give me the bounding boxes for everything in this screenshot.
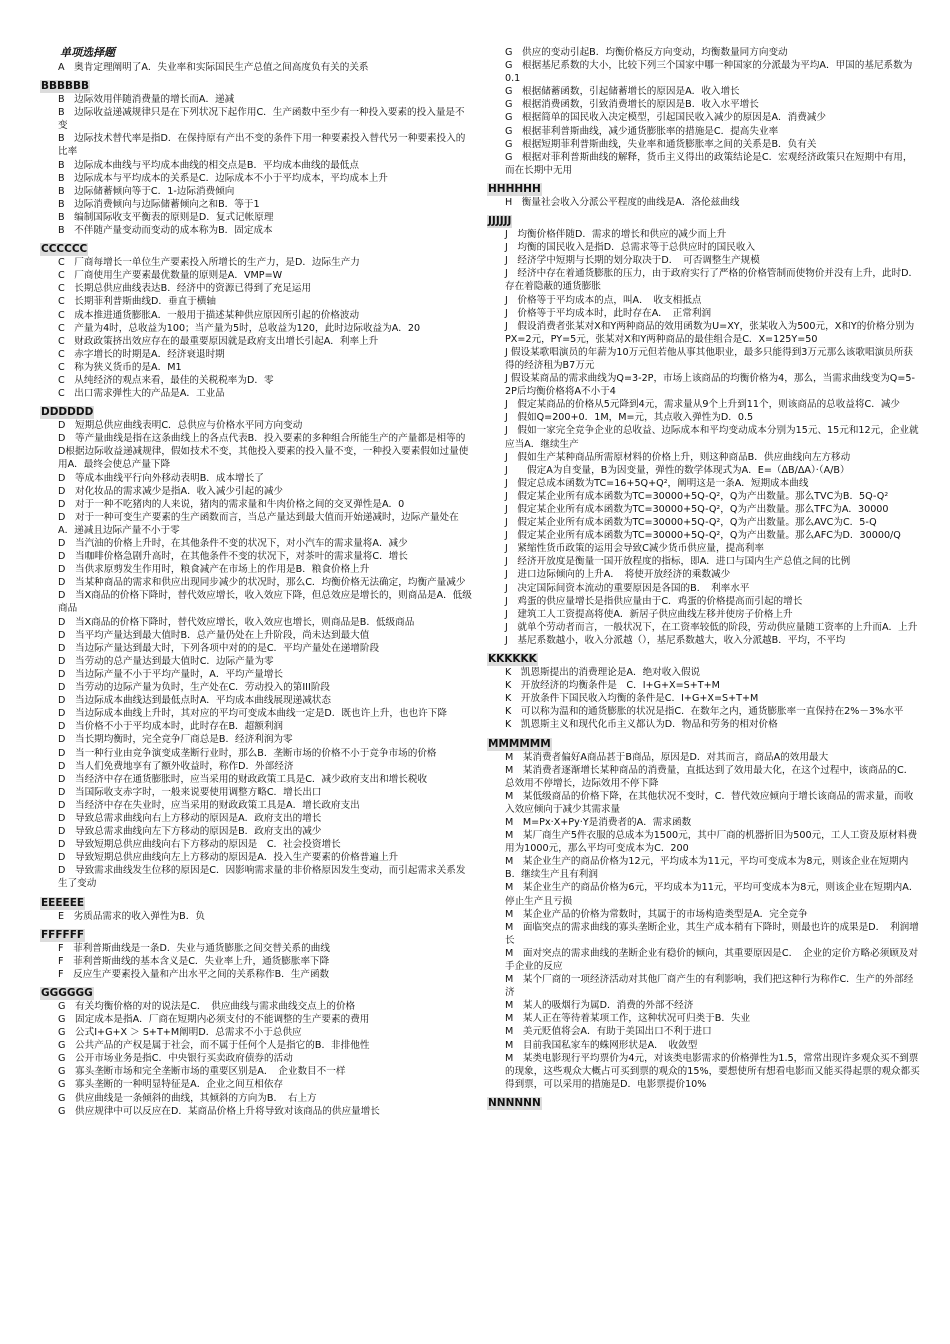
question-item: M M=Px·X+Py·Y是消费者的A．需求函数 [505, 816, 692, 828]
question-item: J 均衡价格伴随D．需求的增长和供应的减少而上升 [505, 229, 727, 241]
question-item: D 当边际产量不小于平均产量时，A．平均产量增长 [58, 668, 284, 680]
question-item: D 导致总需求曲线向右上方移动的原因是A．政府支出的增长 [58, 812, 322, 824]
question-item: G 固定成本是指A．厂商在短期内必须支付的不能调整的生产要素的费用 [58, 1014, 370, 1025]
question-item: G 根据短期菲利普斯曲线，失业率和通货膨胀率之间的关系是B．负有关 [505, 138, 817, 150]
question-item: D 导致短期总供应曲线向左上方移动的原因是A．投入生产要素的价格普遍上升 [58, 852, 399, 864]
question-item: H 衡量社会收入分派公平程度的曲线是A．洛伦兹曲线 [505, 196, 740, 208]
question-item: M 目前我国私家车的蛛网形状是A． 收敛型 [505, 1039, 698, 1051]
question-item: G 根据基尼系数的大小，比较下列三个国家中哪一种国家的分派最为平均A．甲国的基尼系数为0.1 [505, 60, 913, 85]
question-item: G 公式I+G+X ＞ S+T+M阐明D．总需求不小于总供应 [58, 1027, 302, 1039]
question-item: B 边际消费倾向与边际储蓄倾向之和B．等于1 [58, 198, 260, 210]
question-item: F 反应生产要素投入量和产出水平之间的关系称作B．生产函数 [58, 968, 330, 980]
question-item: D 当长期均衡时，完全竞争厂商总是B．经济利润为零 [58, 734, 293, 746]
question-item: D 当X商品的价格下降时，替代效应增长，收入效应下降，但总效应是增长的，则商品是A．低级商品 [58, 590, 472, 615]
question-item: D 当边际成本曲线上升时，其对应的平均可变成本曲线一定是D．既也许上升，也也许下降 [58, 708, 447, 720]
question-item: J 假定某企业所有成本函数为TC=30000+5Q-Q²，Q为产出数量。那么AFC为D．30000/Q [505, 530, 901, 542]
section-heading: 单项选择题 [60, 46, 115, 59]
question-item: J 假如一家完全竞争企业的总收益、边际成本和平均变动成本分别为15元、15元和12元，企业就应当A．继续生产 [505, 425, 919, 450]
question-item: E 劣质品需求的收入弹性为B．负 [58, 910, 205, 922]
letter-group-header [487, 177, 920, 196]
question-item: M 某低级商品的价格下降，在其他状况不变时，C．替代效应倾向于增长该商品的需求量，而收入效应倾向于减少其需求量 [505, 790, 914, 815]
question-item: A 奥肯定理阐明了A．失业率和实际国民生产总值之间高度负有关的关系 [58, 62, 369, 73]
letter-group-label: EEEEEE [41, 896, 85, 909]
question-item: M 某厂商生产5件衣服的总成本为1500元，其中厂商的机器折旧为500元，工人工资及原材料费用为1000元，那么平均可变成本为C．200 [505, 830, 918, 855]
question-item: K 可以称为温和的通货膨胀的状况是指C．在数年之内，通货膨胀率一直保持在2%－3%水平 [505, 706, 904, 718]
right-column [487, 46, 920, 1336]
question-item: D 当边际成本曲线达到最低点时A．平均成本曲线展现递减状态 [58, 695, 331, 707]
question-item: D 对于一种可变生产要素的生产函数而言，当总产量达到最大值而开始递减时，边际产量处在A．递减且边际产量不小于零 [58, 511, 459, 536]
question-item: B 编制国际收支平衡表的原则是D．复式记帐原理 [58, 211, 274, 223]
letter-group-label: FFFFFF [41, 928, 85, 941]
question-item: G 根据菲利普斯曲线，减少通货膨胀率的措施是C．提高失业率 [505, 125, 779, 137]
question-item: C 出口需求弹性大的产品是A．工业品 [58, 388, 225, 400]
question-item: M 某个厂商的一项经济活动对其他厂商产生的有利影响，我们把这种行为称作C．生产的外部经济 [505, 974, 914, 999]
question-item: M 某消费者逐渐增长某种商品的消费量，直抵达到了效用最大化，在这个过程中，该商品的C．总效用不停增长，边际效用不停下降 [505, 764, 914, 789]
question-item: C 成本推进通货膨胀A．一般用于描述某种供应原因所引起的价格波动 [58, 309, 360, 321]
question-item: M 某企业生产的商品价格为12元，平均成本为11元，平均可变成本为8元，则该企业在短期内B．继续生产且有利润 [505, 856, 909, 881]
question-item: J 经济学中短期与长期的划分取决于D． 可否调整生产规模 [505, 255, 760, 267]
question-item: M 面对突点的需求曲线的垄断企业有稳价的倾向，其重要原因是C． 企业的定价方略必须顾及对手企业的反应 [505, 947, 919, 972]
question-item: D 导致总需求曲线向左下方移动的原因是B．政府支出的减少 [58, 826, 322, 838]
question-item: D 当某种商品的需求和供应出现同步减少的状况时，那么C．均衡价格无法确定，均衡产量减少 [58, 577, 466, 589]
letter-group-label: CCCCCC [41, 243, 88, 256]
question-item: J 决定国际间资本流动的重要原因是各国的B． 利率水平 [505, 582, 750, 594]
question-item: J 假定某企业所有成本函数为TC=30000+5Q-Q²，Q为产出数量。那么AVC为C．5-Q [505, 517, 877, 529]
question-item: D 当咖啡价格急剧升高时，在其他条件不变的状况下，对茶叶的需求量将C．增长 [58, 551, 408, 563]
question-item: D 当一种行业由竞争演变成垄断行业时，那么B．垄断市场的价格不小于竞争市场的价格 [58, 747, 437, 759]
letter-group-header [487, 647, 920, 666]
question-item: D 导致短期总供应曲线向右下方移动的原因是 C．社会投资增长 [58, 839, 341, 851]
question-item: K 凯恩斯主义和现代化币主义都认为D．物品和劳务的相对价格 [505, 719, 778, 731]
question-item: D 当国际收支赤字时，一般来说要使用调整方略C．增长出口 [58, 786, 322, 798]
question-item: G 供应曲线是一条倾斜的曲线，其倾斜的方向为B． 右上方 [58, 1092, 317, 1104]
question-item: J 假设某歌唱演员的年薪为10万元但若他从事其他职业，最多只能得到3万元那么该歌唱演员所获得的经济租为B7万元 [505, 346, 913, 371]
question-item: D根据边际收益递减规律，假如技术不变，其他投入要素的投入量不变，一种投入要素假如过量使用A．最终会使总产量下降 [58, 446, 469, 471]
question-item: G 根据消费函数，引致消费增长的原因是B．收入水平增长 [505, 99, 759, 111]
question-item: B 边际技术替代率是指D．在保持原有产出不变的条件下用一种要素投入替代另一种要素投入的比率 [58, 133, 466, 158]
question-item: C 长期菲利普斯曲线D．垂直于横轴 [58, 296, 216, 308]
question-item: D 对化妆品的需求减少是指A．收入减少引起的减少 [58, 485, 284, 497]
question-item: C 长期总供应曲线表达B．经济中的资源已得到了充足运用 [58, 283, 312, 295]
letter-group-header [487, 732, 920, 751]
question-item: D 对于一种不吃猪肉的人来说，猪肉的需求量和牛肉价格之间的交叉弹性是A．0 [58, 498, 405, 510]
question-item: G 供应的变动引起B．均衡价格反方向变动，均衡数量同方向变动 [505, 47, 788, 58]
question-item: D 当劳动的总产量达到最大值时C．边际产量为零 [58, 655, 274, 667]
question-item: F 菲利普斯曲线是一条D．失业与通货膨胀之间交替关系的曲线 [58, 942, 330, 954]
question-item: C 厂商使用生产要素最优数量的原则是A．VMP=W [58, 270, 283, 282]
letter-group-header [40, 74, 473, 93]
question-item: G 寡头垄断市场和完全垄断市场的重要区别是A． 企业数目不一样 [58, 1066, 346, 1078]
letter-group-header [40, 400, 473, 419]
question-item: G 寡头垄断的一种明显特征是A．企业之间互相依存 [58, 1079, 284, 1091]
question-item: G 根据简单的国民收入决定模型，引起国民收入减少的原因是A．消费减少 [505, 112, 826, 124]
question-item: M 美元贬值将会A．有助于美国出口不利于进口 [505, 1026, 712, 1038]
question-item: J 建筑工人工资提高将使A．新居子供应曲线左移并使房子价格上升 [505, 608, 793, 620]
letter-group-label: DDDDDD [41, 406, 94, 419]
question-item: J 假如生产某种商品所需原材料的价格上升，则这种商品B．供应曲线向左方移动 [505, 451, 851, 463]
question-item: D 当价格不小于平均成本时，此时存在B．超额利润 [58, 721, 284, 733]
question-item: B 边际成本与平均成本的关系是C．边际成本不小于平均成本，平均成本上升 [58, 172, 388, 184]
letter-group-header [40, 237, 473, 256]
question-item: D 当经济中存在通货膨胀时，应当采用的财政政策工具是C．减少政府支出和增长税收 [58, 773, 428, 785]
question-item: D 当供求原剪发生作用时，粮食减产在市场上的作用是B．粮食价格上升 [58, 564, 370, 576]
question-item: D 等成本曲线平行向外移动表明B．成本增长了 [58, 472, 264, 484]
question-item: D 短期总供应曲线表明C．总供应与价格水平同方向变动 [58, 420, 303, 432]
question-item: J 进口边际倾向的上升A． 将使开放经济的乘数减少 [505, 569, 731, 581]
question-item: D 当劳动的边际产量为负时，生产处在C．劳动投入的第III阶段 [58, 682, 331, 694]
letter-group-header [40, 923, 473, 942]
left-column [40, 46, 473, 1336]
question-item: K 开放经济的均衡条件是 C．I+G+X=S+T+M [505, 680, 720, 692]
question-item: B 边际效用伴随消费量的增长而A．递减 [58, 94, 235, 106]
question-item: C 产量为4时，总收益为100；当产量为5时，总收益为120，此时边际收益为A．20 [58, 322, 421, 334]
question-item: J 假定某企业所有成本函数为TC=30000+5Q-Q²，Q为产出数量。那么TFC为A．30000 [505, 504, 889, 515]
question-item: G 根据储蓄函数，引起储蓄增长的原因是A．收入增长 [505, 86, 740, 98]
letter-group-label: HHHHHH [488, 182, 541, 195]
question-item: G 公开市场业务是指C．中央银行买卖政府债券的活动 [58, 1053, 293, 1065]
letter-group-label: KKKKKK [488, 653, 537, 666]
question-item: D 当汽油的价格上升时，在其他条件不变的状况下，对小汽车的需求量将A．减少 [58, 538, 408, 549]
question-item: C 财政政策挤出效应存在的最重要原因就是政府支出增长引起A．利率上升 [58, 335, 379, 347]
question-item: M 某人的吸烟行为属D．消费的外部不经济 [505, 1000, 694, 1012]
question-item: D 当人们免费地享有了额外收益时，称作D．外部经济 [58, 760, 294, 772]
question-item: G 供应规律中可以反应在D．某商品价格上升将导致对该商品的供应量增长 [58, 1105, 380, 1117]
question-item: J 价格等于平均成本时，此时存在A． 正常利润 [505, 307, 712, 319]
question-item: B 边际收益递减规律只是在下列状况下起作用C．生产函数中至少有一种投入要素的投入量是不变 [58, 107, 465, 132]
question-item: C 赤字增长的时期是A．经济衰退时期 [58, 348, 225, 360]
letter-group-label: MMMMMM [488, 737, 551, 750]
question-item: G 有关均衡价格的对的说法是C． 供应曲线与需求曲线交点上的价格 [58, 1000, 356, 1012]
question-item: J 紧缩性货币政策的运用会导致C减少货币供应量，提高利率 [505, 543, 764, 555]
document-page [40, 46, 920, 1336]
question-item: D 等产量曲线是指在这条曲线上的各点代表B．投入要素的多种组合所能生产的产量都是相等的 [58, 433, 466, 445]
question-item: M 某消费者偏好A商品甚于B商品，原因是D．对其而言，商品A的效用最大 [505, 751, 829, 763]
question-item: M 某类电影现行平均票价为4元，对该类电影需求的价格弹性为1.5，常常出现许多观众买不到票的现象，这些观众大概占可买到票的观众的15%，要想使所有想看电影而又能买得起票的观众都买得到票，可以采用的措施是D．电影票提价10% [505, 1052, 920, 1090]
letter-group-header [487, 209, 920, 228]
question-item: C 从纯经济的观点来看，最佳的关税税率为D．零 [58, 374, 274, 386]
question-item: M 面临突点的需求曲线的寡头垄断企业，其生产成本稍有下降时，则最也许的成果是D． 利润增长 [505, 921, 919, 946]
question-item: B 不伴随产量变动而变动的成本称为B．固定成本 [58, 225, 273, 237]
question-item: J 假定A为自变量，B为因变量，弹性的数学体现式为A．E=（ΔB/ΔA）·（A/B） [505, 464, 850, 476]
question-item: M 某人正在等待着某项工作，这种状况可归类于B．失业 [505, 1013, 751, 1025]
question-item: B 边际成本曲线与平均成本曲线的相交点是B．平均成本曲线的最低点 [58, 159, 359, 171]
letter-group-header [40, 981, 473, 1000]
question-item: C 称为狭义货币的是A．M1 [58, 361, 182, 373]
question-item: G 公共产品的产权是属于社会，而不属于任何个人是指它的B．非排他性 [58, 1040, 370, 1052]
question-item: J 假设消费者张某对X和Y两种商品的效用函数为U=XY，张某收入为500元，X和Y的价格分别为PX=2元，PY=5元，张某对X和Y两种商品的最佳组合是C．X=125Y=50 [505, 320, 915, 345]
question-item: J 就单个劳动者而言，一般状况下，在工资率较低的阶段，劳动供应量随工资率的上升而A．上升 [505, 621, 918, 633]
question-item: F 菲利普斯曲线的基本含义是C．失业率上升，通货膨胀率下降 [58, 955, 330, 967]
letter-group-header [40, 891, 473, 910]
question-item: J 假定总成本函数为TC=16+5Q+Q²，阐明这是一条A．短期成本曲线 [505, 477, 809, 489]
question-item: D 当经济中存在失业时，应当采用的财政政策工具是A．增长政府支出 [58, 799, 360, 811]
question-item: M 某企业生产的商品价格为6元，平均成本为11元，平均可变成本为8元，则该企业在短期内A．停止生产且亏损 [505, 882, 919, 907]
question-item: K 凯恩斯提出的消费理论是A．绝对收入假说 [505, 667, 701, 679]
question-item: K 开放条件下国民收入均衡的条件是C．I+G+X=S+T+M [505, 693, 759, 705]
question-item: D 当X商品的价格下降时，替代效应增长，收入效应也增长，则商品是B．低级商品 [58, 616, 415, 628]
letter-group-header [487, 1091, 920, 1110]
question-item: B 边际储蓄倾向等于C．1-边际消费倾向 [58, 185, 235, 197]
letter-group-label: GGGGGG [41, 986, 93, 999]
question-item: J 假如Q=200+0．1M，M=元，其点收入弹性为D．0.5 [505, 412, 754, 424]
question-item: J 均衡的国民收入是指D．总需求等于总供应时的国民收入 [505, 242, 756, 254]
question-item: J 假定某企业所有成本函数为TC=30000+5Q-Q²，Q为产出数量。那么TVC为B．5Q-Q² [505, 490, 889, 502]
question-item: J 假设某商品的需求曲线为Q=3-2P，市场上该商品的均衡价格为4，那么，当需求曲线变为Q=5-2P后均衡价格将A不小于4 [505, 373, 915, 398]
question-item: J 鸡蛋的供应量增长是指供应量由于C．鸡蛋的价格提高而引起的增长 [505, 595, 803, 607]
question-item: D 导致需求曲线发生位移的原因是C．因影响需求量的非价格原因发生变动，而引起需求关系发生了变动 [58, 865, 466, 890]
question-item: G 根据对菲利普斯曲线的解释，货币主义得出的政策结论是C．宏观经济政策只在短期中有用，而在长期中无用 [505, 151, 913, 176]
letter-group-label: NNNNNN [488, 1096, 541, 1109]
question-item: J 价格等于平均成本的点，叫A． 收支相抵点 [505, 294, 702, 306]
question-item: J 假定某商品的价格从5元降到4元，需求量从9个上升到11个，则该商品的总收益将C．减少 [505, 399, 901, 411]
question-item: J 基尼系数越小，收入分派越（），基尼系数越大，收入分派越B．平均，不平均 [505, 634, 846, 646]
question-item: C 厂商每增长一单位生产要素投入所增长的生产力，是D．边际生产力 [58, 257, 360, 269]
question-item: J 经济开放度是衡量一国开放程度的指标，即A．进口与国内生产总值之间的比例 [505, 556, 851, 568]
question-item: D 当边际产量达到最大时，下列各项中对的的是C．平均产量处在递增阶段 [58, 642, 380, 654]
letter-group-label: JJJJJJ [488, 215, 512, 228]
question-item: D 当平均产量达到最大值时B．总产量仍处在上升阶段，尚未达到最大值 [58, 629, 370, 641]
letter-group-label: BBBBBB [41, 80, 90, 93]
question-item: M 某企业产品的价格为常数时，其属于的市场构造类型是A．完全竞争 [505, 908, 808, 920]
question-item: J 经济中存在着通货膨胀的压力，由于政府实行了严格的价格管制而使物价并没有上升，此时D．存在着隐蔽的通货膨胀 [505, 268, 919, 293]
